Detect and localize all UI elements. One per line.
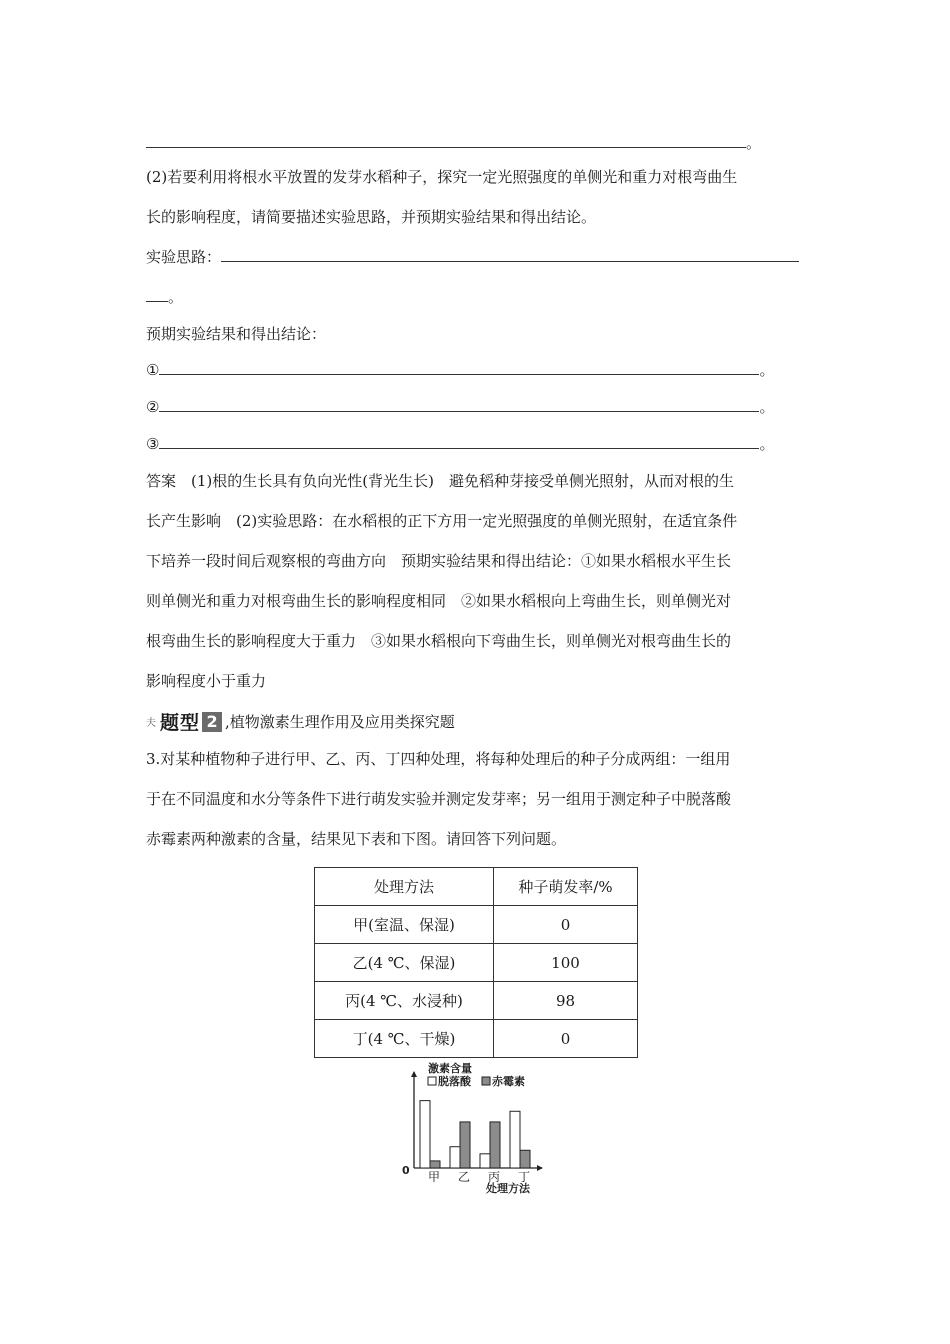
germination-table (314, 867, 638, 1058)
answer-line3: 下培养一段时间后观察根的弯曲方向 预期实验结果和得出结论：①如果水稻根水平生长 (146, 552, 732, 570)
answer-line5: 根弯曲生长的影响程度大于重力 ③如果水稻根向下弯曲生长，则单侧光对根弯曲生长的 (146, 632, 732, 650)
period: 。 (759, 435, 775, 453)
expect-item-1 (146, 359, 774, 380)
legend-label-gibberellin: 赤霉素 (492, 1075, 525, 1088)
table-cell: 乙(4 ℃、保湿) (315, 944, 494, 982)
table-cell: 100 (494, 944, 638, 982)
question-part2-line2: 长的影响程度，请简要描述实验思路，并预期实验结果和得出结论。 (146, 208, 597, 226)
expect-blank-3[interactable] (159, 434, 759, 449)
section-type-number: 2 (202, 712, 222, 732)
question3-line2: 于在不同温度和水分等条件下进行萌发实验并测定发芽率；另一组用于测定种子中脱落酸 (146, 790, 732, 808)
bar-gibberellin (520, 1150, 530, 1168)
table-cell: 0 (494, 906, 638, 944)
expect-blank-2[interactable] (159, 397, 759, 412)
legend-swatch-gibberellin (482, 1077, 490, 1085)
table-cell: 丙(4 ℃、水浸种) (315, 982, 494, 1020)
bar-gibberellin (430, 1161, 440, 1168)
period: 。 (759, 361, 775, 379)
expect-item-2 (146, 396, 774, 417)
period: 。 (168, 288, 184, 306)
idea-row-continued (146, 286, 183, 307)
expect-blank-1[interactable] (159, 360, 759, 375)
answer-line1: 答案 (1)根的生长具有负向光性(背光生长) 避免稻种芽接受单侧光照射，从而对根的生 (146, 472, 734, 490)
idea-label: 实验思路： (146, 248, 222, 266)
period: 。 (746, 134, 762, 152)
bar-gibberellin (460, 1122, 470, 1168)
question3-line1: 3.对某种植物种子进行甲、乙、丙、丁四种处理，将每种处理后的种子分成两组：一组用 (146, 750, 731, 768)
period: 。 (759, 398, 775, 416)
item-marker: ② (146, 398, 160, 416)
item-marker: ③ (146, 435, 160, 453)
bar-abscisic-acid (480, 1154, 490, 1168)
table-row (315, 906, 638, 944)
x-tick-label: 甲 (427, 1170, 441, 1184)
x-tick-label: 丙 (487, 1170, 501, 1184)
bar-abscisic-acid (450, 1147, 460, 1168)
question3-line3: 赤霉素两种激素的含量，结果见下表和下图。请回答下列问题。 (146, 830, 567, 848)
table-cell: 甲(室温、保湿) (315, 906, 494, 944)
legend-label-abscisic-acid: 脱落酸 (438, 1075, 471, 1088)
table-cell: 98 (494, 982, 638, 1020)
x-axis-arrow (537, 1165, 543, 1171)
table-cell: 0 (494, 1020, 638, 1058)
bar-gibberellin (490, 1122, 500, 1168)
x-axis-label: 处理方法 (486, 1182, 530, 1195)
table-cell: 丁(4 ℃、干燥) (315, 1020, 494, 1058)
expect-item-3 (146, 433, 774, 454)
answer-line2: 长产生影响 (2)实验思路：在水稻根的正下方用一定光照强度的单侧光照射，在适宜条件 (146, 512, 738, 530)
idea-blank-continued[interactable] (146, 287, 168, 302)
y-axis-label: 激素含量 (428, 1062, 472, 1075)
bar-abscisic-acid (420, 1101, 430, 1168)
table-row (315, 944, 638, 982)
y-axis-arrow (411, 1071, 417, 1077)
table-header-row (315, 868, 638, 906)
table-row (315, 982, 638, 1020)
answer-line4: 则单侧光和重力对根弯曲生长的影响程度相同 ②如果水稻根向上弯曲生长，则单侧光对 (146, 592, 732, 610)
hormone-bar-chart (400, 1062, 550, 1198)
x-tick-label: 丁 (517, 1170, 531, 1184)
x-tick-label: 乙 (457, 1170, 471, 1184)
item-marker: ① (146, 361, 160, 379)
question-part2-line1: (2)若要利用将根水平放置的发芽水稻种子，探究一定光照强度的单侧光和重力对根弯曲生 (146, 168, 738, 186)
table-header: 处理方法 (315, 868, 494, 906)
section-title: ,植物激素生理作用及应用类探究题 (225, 713, 455, 731)
legend-swatch-abscisic-acid (428, 1077, 436, 1085)
idea-blank[interactable] (221, 247, 799, 262)
section-tag: 夫 (146, 718, 156, 729)
origin-label: 0 (402, 1164, 410, 1177)
blank-line-top (146, 132, 761, 153)
section-heading (146, 708, 455, 735)
expect-label: 预期实验结果和得出结论： (146, 325, 327, 343)
answer-line6: 影响程度小于重力 (146, 672, 267, 690)
answer-blank[interactable] (146, 133, 746, 148)
section-type-word: 题型 (160, 712, 201, 734)
idea-row (146, 246, 799, 267)
bar-abscisic-acid (510, 1111, 520, 1168)
table-header: 种子萌发率/% (494, 868, 638, 906)
table-row (315, 1020, 638, 1058)
